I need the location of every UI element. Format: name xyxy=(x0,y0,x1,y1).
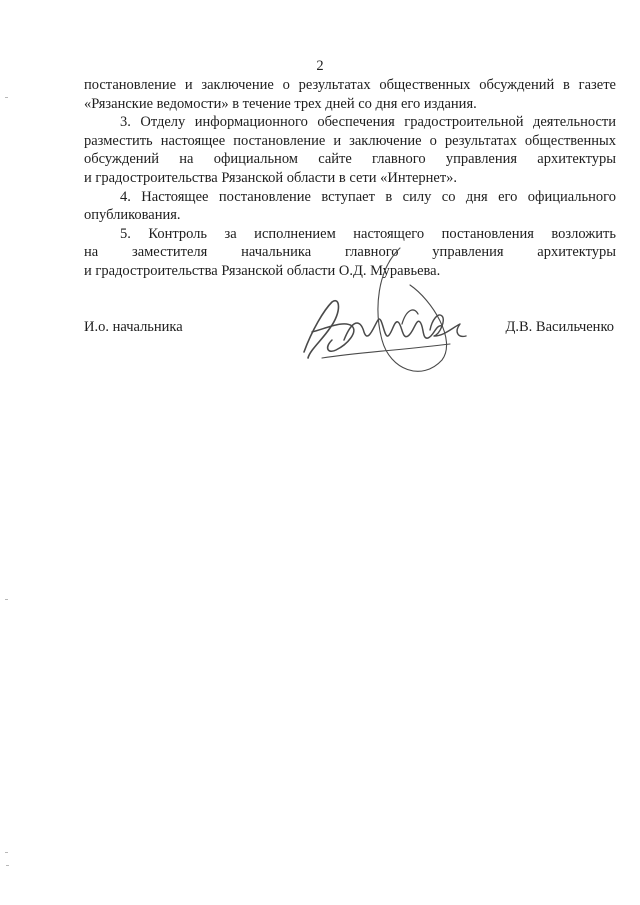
body-line: 3. Отделу информационного обеспечения градостроительной деятельности xyxy=(120,114,616,131)
signatory-name: Д.В. Васильченко xyxy=(505,319,614,335)
scan-mark xyxy=(5,599,8,600)
body-line: 4. Настоящее постановление вступает в силу со дня его официального xyxy=(120,188,616,205)
page-number: 2 xyxy=(316,58,324,74)
body-line: на заместителя начальника главного управления архитектуры xyxy=(84,244,616,261)
handwritten-signature xyxy=(282,240,482,385)
body-line: «Рязанские ведомости» в течение трех дней со дня его издания. xyxy=(84,95,477,112)
body-line: и градостроительства Рязанской области в сети «Интернет». xyxy=(84,169,458,186)
body-line: обсуждений на официальном сайте главного управления архитектуры xyxy=(84,151,616,168)
body-line: и градостроительства Рязанской области О.Д. Муравьева. xyxy=(84,262,441,279)
body-line: 5. Контроль за исполнением настоящего постановления возложить xyxy=(120,225,616,242)
body-line: опубликования. xyxy=(84,207,181,224)
body-line: постановление и заключение о результатах общественных обсуждений в газете xyxy=(84,77,616,93)
scan-mark xyxy=(5,852,8,853)
body-line: разместить настоящее постановление и заключение о результатах общественных xyxy=(84,132,616,149)
signatory-title: И.о. начальника xyxy=(84,319,183,335)
scan-mark xyxy=(6,865,9,866)
scan-mark xyxy=(5,97,8,98)
